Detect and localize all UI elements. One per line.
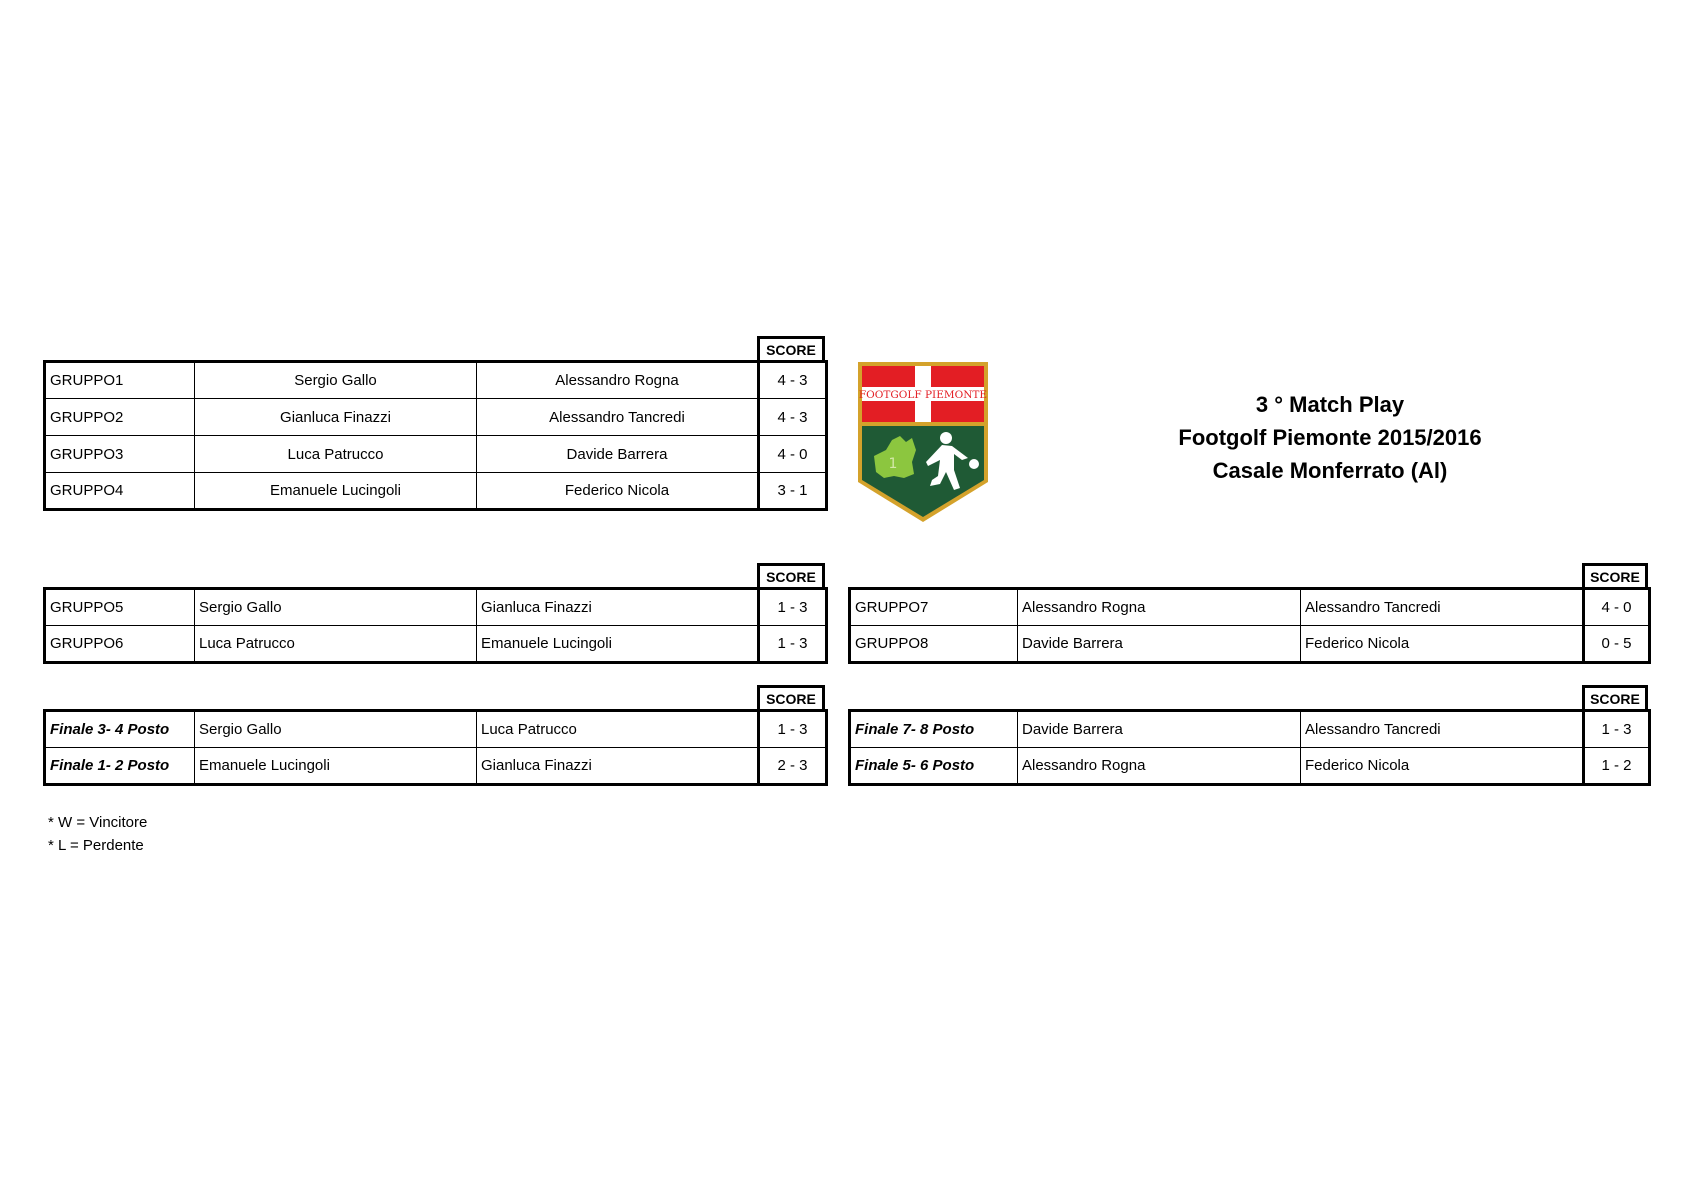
score-cell: 4 - 3 bbox=[759, 362, 827, 399]
group-cell: GRUPPO6 bbox=[45, 626, 195, 663]
score-cell: 1 - 2 bbox=[1584, 748, 1650, 785]
group-cell: GRUPPO8 bbox=[850, 626, 1018, 663]
player2-cell: Emanuele Lucingoli bbox=[477, 626, 759, 663]
finals-table-right bbox=[848, 709, 1651, 786]
score-cell: 4 - 0 bbox=[759, 436, 827, 473]
score-cell: 4 - 3 bbox=[759, 399, 827, 436]
final-label-cell: Finale 5- 6 Posto bbox=[850, 748, 1018, 785]
title-line-2: Footgolf Piemonte 2015/2016 bbox=[1178, 425, 1482, 450]
player1-cell: Sergio Gallo bbox=[195, 711, 477, 748]
svg-text:FOOTGOLF PIEMONTE: FOOTGOLF PIEMONTE bbox=[858, 389, 988, 401]
footgolf-piemonte-logo bbox=[856, 360, 990, 524]
title-line-1: 3 ° Match Play bbox=[1255, 392, 1405, 417]
player2-cell: Davide Barrera bbox=[477, 436, 759, 473]
table-row bbox=[45, 626, 827, 663]
group-cell: GRUPPO7 bbox=[850, 589, 1018, 626]
group-cell: GRUPPO3 bbox=[45, 436, 195, 473]
player1-cell: Davide Barrera bbox=[1018, 711, 1301, 748]
score-header: SCORE bbox=[1582, 563, 1648, 589]
score-header: SCORE bbox=[1582, 685, 1648, 711]
finals-table-left bbox=[43, 709, 828, 786]
player2-cell: Federico Nicola bbox=[477, 473, 759, 510]
table-row bbox=[45, 399, 827, 436]
score-cell: 1 - 3 bbox=[759, 589, 827, 626]
score-header: SCORE bbox=[757, 336, 825, 362]
player2-cell: Luca Patrucco bbox=[477, 711, 759, 748]
table-row bbox=[45, 748, 827, 785]
table-row bbox=[45, 362, 827, 399]
results-table-round2-right bbox=[848, 587, 1651, 664]
player1-cell: Davide Barrera bbox=[1018, 626, 1301, 663]
final-label-cell: Finale 1- 2 Posto bbox=[45, 748, 195, 785]
score-cell: 0 - 5 bbox=[1584, 626, 1650, 663]
legend-loser: * L = Perdente bbox=[48, 837, 144, 854]
player1-cell: Emanuele Lucingoli bbox=[195, 473, 477, 510]
table-row bbox=[850, 626, 1650, 663]
results-table-round2-left bbox=[43, 587, 828, 664]
player1-cell: Luca Patrucco bbox=[195, 626, 477, 663]
legend bbox=[48, 811, 147, 857]
player2-cell: Alessandro Tancredi bbox=[477, 399, 759, 436]
score-cell: 1 - 3 bbox=[1584, 711, 1650, 748]
final-label-cell: Finale 7- 8 Posto bbox=[850, 711, 1018, 748]
player2-cell: Alessandro Tancredi bbox=[1301, 589, 1584, 626]
player2-cell: Federico Nicola bbox=[1301, 626, 1584, 663]
table-row bbox=[45, 436, 827, 473]
legend-winner: * W = Vincitore bbox=[48, 814, 148, 831]
player1-cell: Alessandro Rogna bbox=[1018, 589, 1301, 626]
table-row bbox=[850, 589, 1650, 626]
table-row bbox=[850, 711, 1650, 748]
player2-cell: Gianluca Finazzi bbox=[477, 589, 759, 626]
event-title bbox=[1110, 388, 1550, 487]
score-header: SCORE bbox=[757, 563, 825, 589]
table-row bbox=[45, 589, 827, 626]
score-header: SCORE bbox=[757, 685, 825, 711]
group-cell: GRUPPO5 bbox=[45, 589, 195, 626]
group-cell: GRUPPO4 bbox=[45, 473, 195, 510]
group-cell: GRUPPO2 bbox=[45, 399, 195, 436]
final-label-cell: Finale 3- 4 Posto bbox=[45, 711, 195, 748]
score-cell: 4 - 0 bbox=[1584, 589, 1650, 626]
score-cell: 1 - 3 bbox=[759, 711, 827, 748]
svg-text:1: 1 bbox=[888, 456, 898, 472]
player2-cell: Alessandro Tancredi bbox=[1301, 711, 1584, 748]
player2-cell: Alessandro Rogna bbox=[477, 362, 759, 399]
title-line-3: Casale Monferrato (Al) bbox=[1212, 458, 1448, 483]
player1-cell: Sergio Gallo bbox=[195, 589, 477, 626]
score-cell: 2 - 3 bbox=[759, 748, 827, 785]
player1-cell: Luca Patrucco bbox=[195, 436, 477, 473]
player1-cell: Emanuele Lucingoli bbox=[195, 748, 477, 785]
score-cell: 1 - 3 bbox=[759, 626, 827, 663]
player2-cell: Gianluca Finazzi bbox=[477, 748, 759, 785]
player2-cell: Federico Nicola bbox=[1301, 748, 1584, 785]
player1-cell: Sergio Gallo bbox=[195, 362, 477, 399]
table-row bbox=[45, 473, 827, 510]
table-row bbox=[850, 748, 1650, 785]
table-row bbox=[45, 711, 827, 748]
group-cell: GRUPPO1 bbox=[45, 362, 195, 399]
player1-cell: Gianluca Finazzi bbox=[195, 399, 477, 436]
score-cell: 3 - 1 bbox=[759, 473, 827, 510]
results-table-round1 bbox=[43, 360, 828, 511]
player1-cell: Alessandro Rogna bbox=[1018, 748, 1301, 785]
